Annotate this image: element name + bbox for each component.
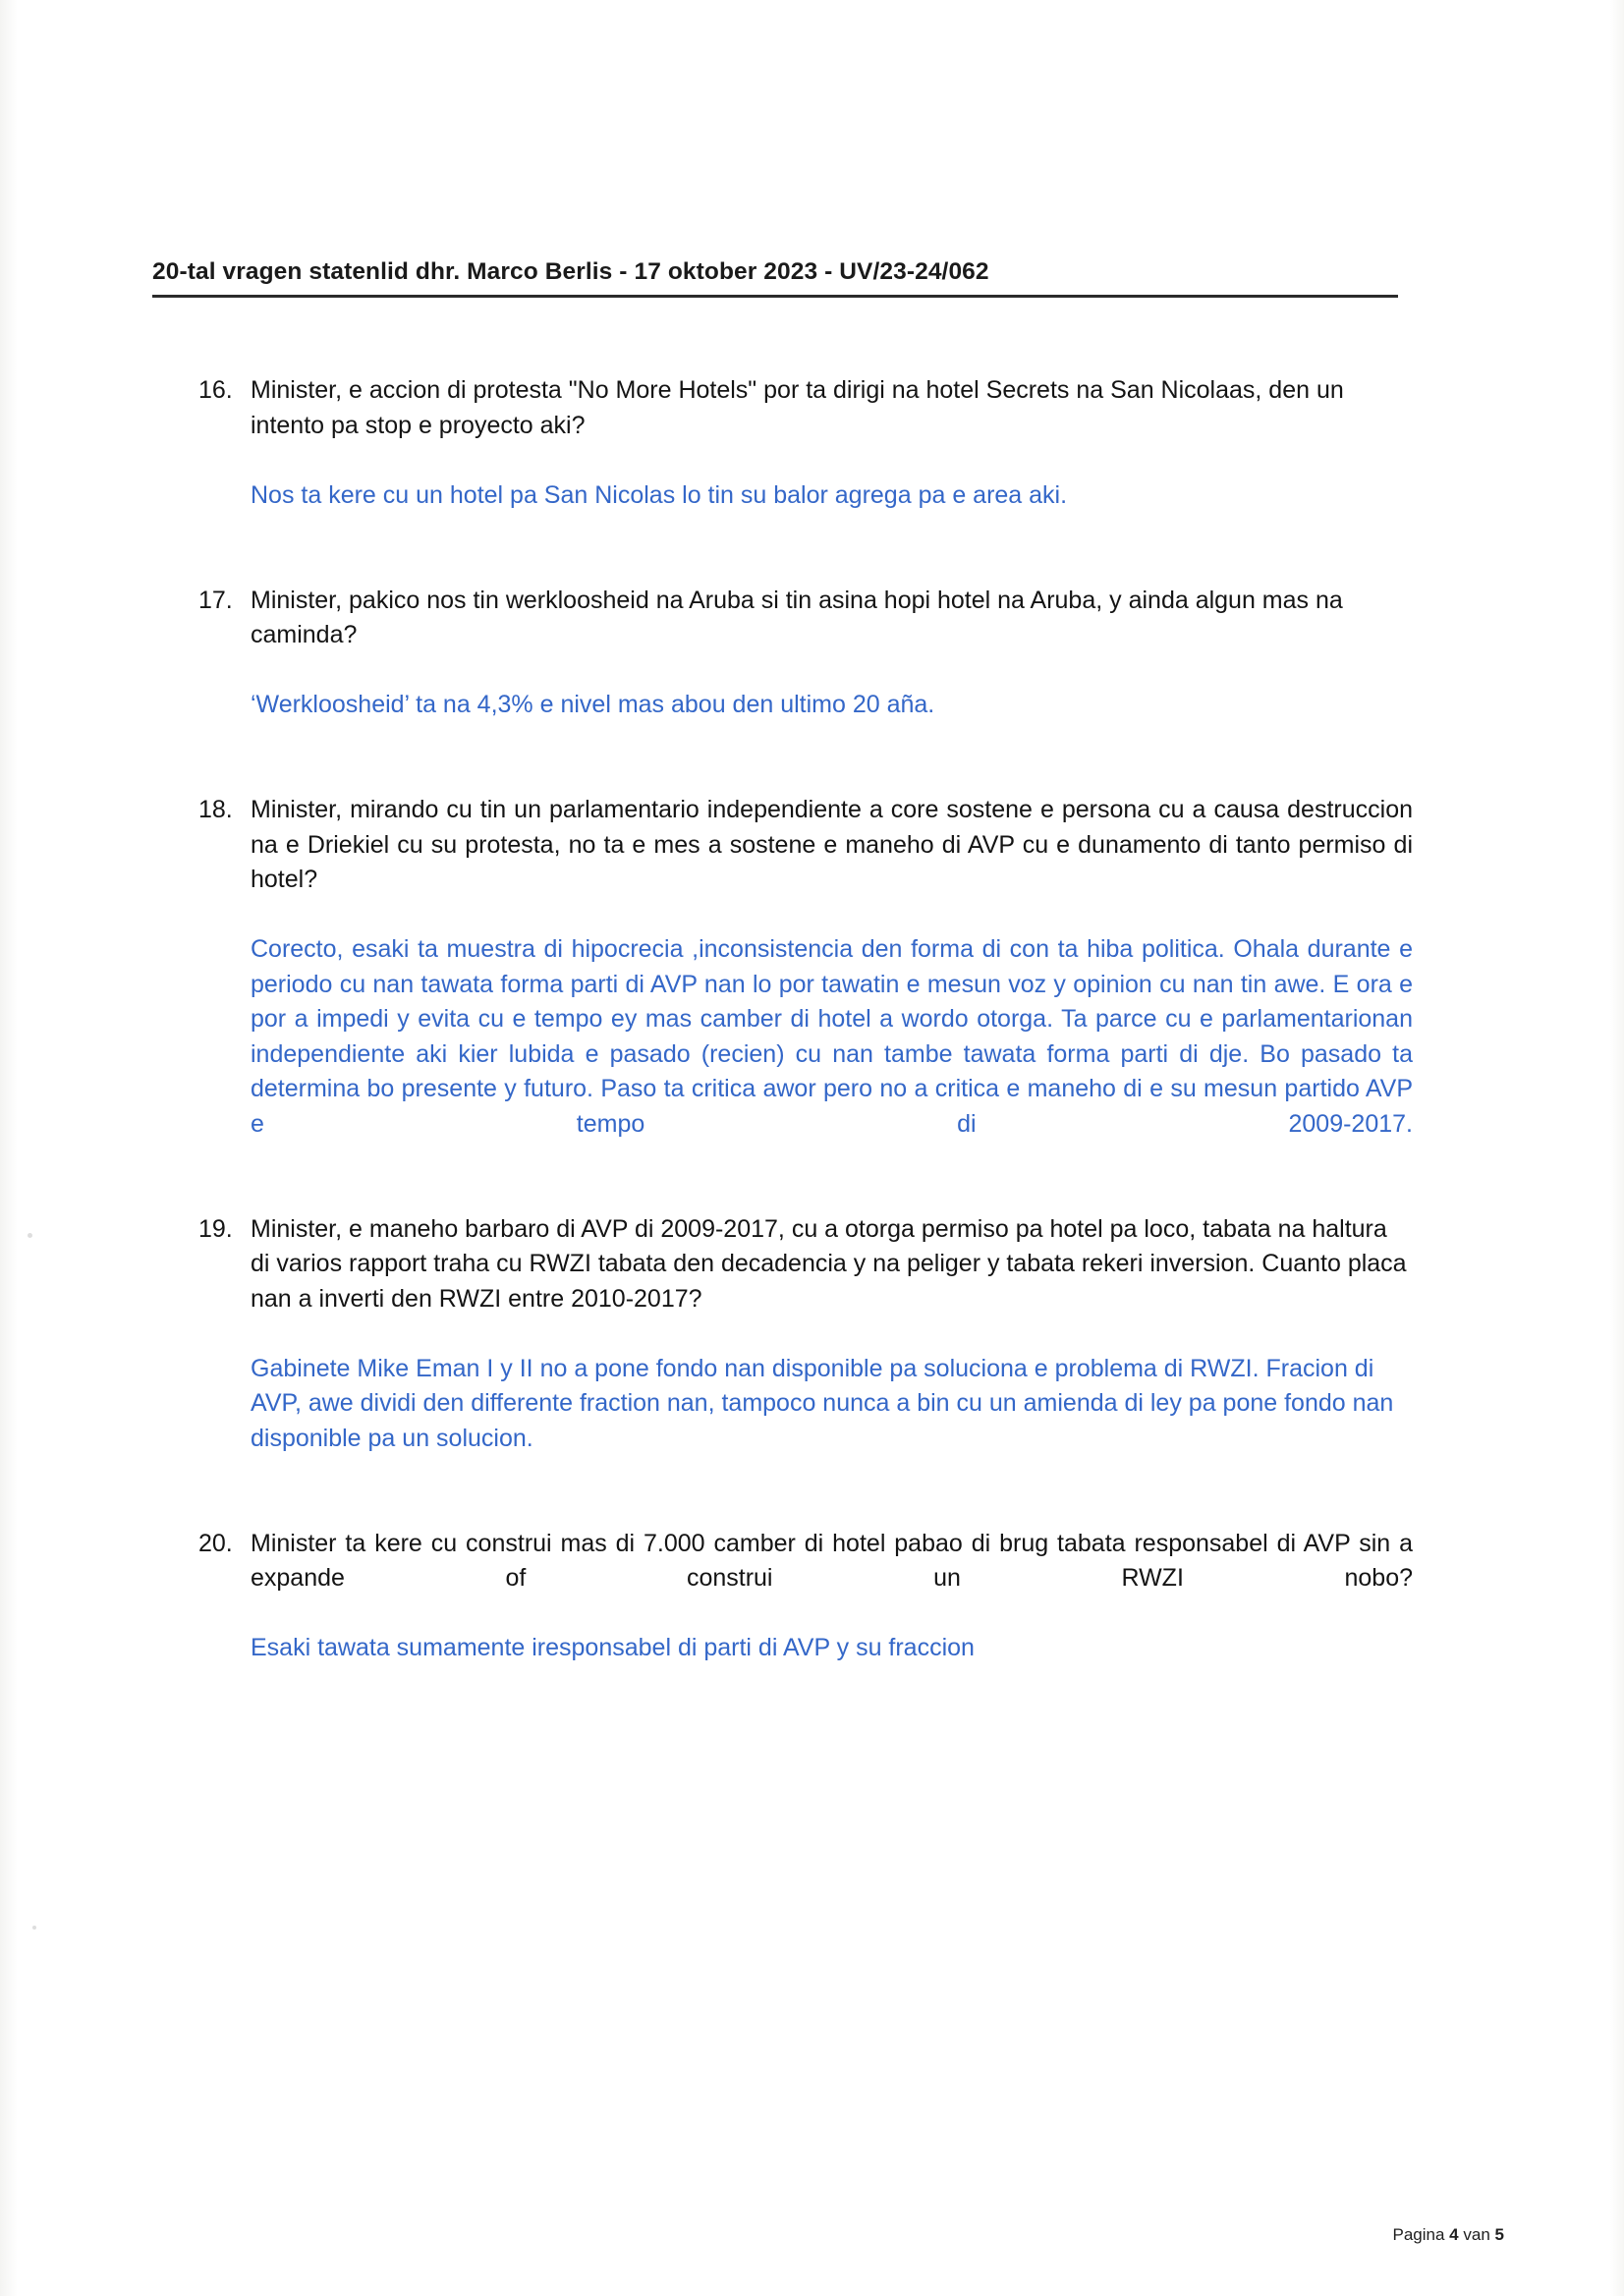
list-item	[0, 1527, 1624, 1702]
question-text: Minister, pakico nos tin werkloosheid na Aruba si tin asina hopi hotel na Aruba, y ainda algun mas na caminda?	[251, 586, 1343, 648]
page-title: 20-tal vragen statenlid dhr. Marco Berlis - 17 oktober 2023 - UV/23-24/062	[152, 258, 989, 285]
list-item-number: 19.	[198, 1214, 233, 1243]
list-item-number: 20.	[198, 1529, 233, 1557]
answer-text: Gabinete Mike Eman I y II no a pone fondo nan disponible pa soluciona e problema di RWZI. Fracion di AVP, awe dividi den differente fraction nan, tampoco nunca a bin cu un amienda di ley pa pone fondo nan disponible pa un solucion.	[251, 1354, 1394, 1452]
list-item	[0, 373, 1624, 548]
question-text: Minister, e maneho barbaro di AVP di 2009-2017, cu a otorga permiso pa hotel pa loco, tabata na haltura di varios rapport traha cu RWZI tabata den decadencia y na peliger y tabata rekeri inversion. Cuanto placa nan a inverti den RWZI entre 2010-2017?	[251, 1214, 1407, 1313]
list-item-body	[251, 1527, 1413, 1702]
list-item-number: 16.	[198, 376, 233, 404]
answer-text: Esaki tawata sumamente iresponsabel di parti di AVP y su fraccion	[251, 1634, 975, 1661]
document-header	[152, 257, 1398, 298]
list-item-body	[251, 584, 1413, 758]
list-item-number: 18.	[198, 796, 233, 823]
footer-prefix: Pagina	[1392, 2225, 1445, 2244]
answer-text: Corecto, esaki ta muestra di hipocrecia ,inconsistencia den forma di con ta hiba politica. Ohala durante e periodo cu nan tawata forma parti di AVP nan lo por tawatin e mesun voz y opinion cu nan tin awe. E ora e por a impedi y evita cu e tempo ey mas camber di hotel a wordo otorga. Ta parce cu e parlamentarionan independiente aki kier lubida e pasado (recien) cu nan tambe tawata forma parti di dje. Bo pasado ta determina bo presente y futuro. Paso ta critica awor pero no a critica e maneho di e su mesun partido AVP e tempo di 2009-2017.	[251, 935, 1413, 1138]
question-text: Minister ta kere cu construi mas di 7.000 camber di hotel pabao di brug tabata responsabel di AVP sin a expande of construi un RWZI nobo?	[251, 1529, 1413, 1592]
question-text: Minister, e accion di protesta "No More Hotels" por ta dirigi na hotel Secrets na San Nicolaas, den un intento pa stop e proyecto aki?	[251, 376, 1344, 439]
scan-speck	[32, 1926, 36, 1930]
list-item-number: 17.	[198, 586, 233, 614]
list-item	[0, 584, 1624, 758]
answer-text: ‘Werkloosheid’ ta na 4,3% e nivel mas abou den ultimo 20 aña.	[251, 691, 935, 718]
footer-page-number: 4	[1449, 2225, 1459, 2244]
header-divider	[152, 295, 1398, 298]
list-item	[0, 793, 1624, 1177]
question-answer-list	[0, 373, 1624, 1736]
footer-middle: van	[1463, 2225, 1490, 2244]
list-item-body	[251, 373, 1413, 548]
list-item-body	[251, 1212, 1413, 1491]
page-footer	[1393, 2225, 1505, 2245]
question-text: Minister, mirando cu tin un parlamentario independiente a core sostene e persona cu a causa destruccion na e Driekiel cu su protesta, no ta e mes a sostene e maneho di AVP cu e dunamento di tanto permiso di hotel?	[251, 796, 1413, 893]
footer-total-pages: 5	[1494, 2225, 1504, 2244]
list-item-body	[251, 793, 1413, 1177]
list-item	[0, 1212, 1624, 1491]
answer-text: Nos ta kere cu un hotel pa San Nicolas lo tin su balor agrega pa e area aki.	[251, 480, 1068, 509]
